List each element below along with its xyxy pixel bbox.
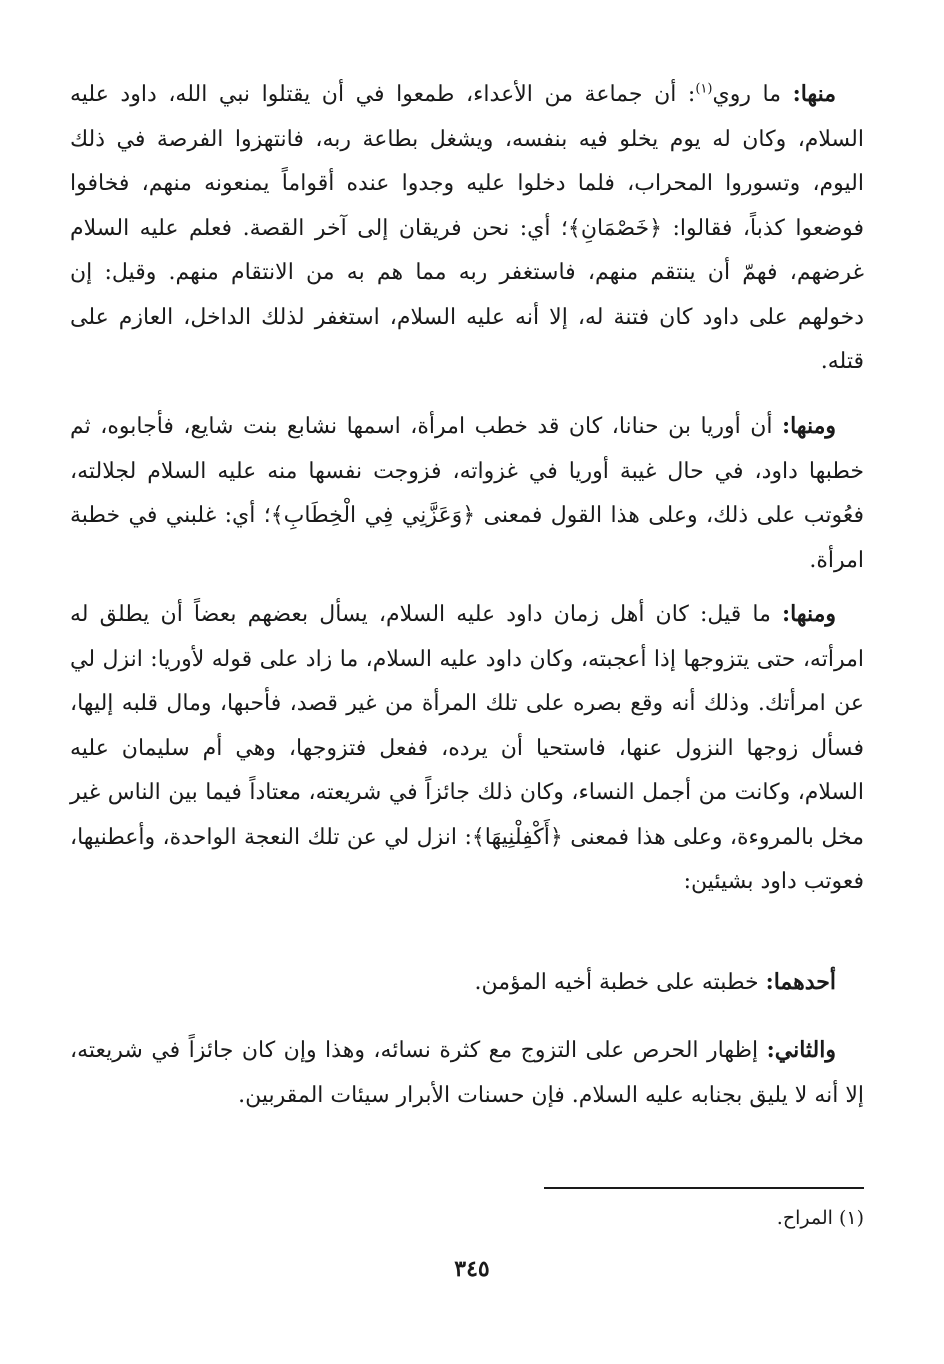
paragraph-5 (70, 1028, 864, 1118)
paragraph-2 (70, 404, 864, 583)
paragraph-text: أن أوريا بن حنانا، كان قد خطب امرأة، اسمها نشابع بنت شايع، فأجابوه، ثم خطبها داود، في حال غيبة أوريا في غزواته، فزوجت نفسها منه عليه السلام لجلالته، فعُوتب على ذلك، وعلى هذا القول فمعنى ﴿وَعَزَّنِي فِي الْخِطَابِ﴾؛ أي: غلبني في خطبة امرأة. (70, 414, 864, 573)
page-number: ٣٤٥ (454, 1256, 490, 1282)
paragraph-text: ما روي (712, 82, 793, 107)
paragraph-text: خطبته على خطبة أخيه المؤمن. (474, 970, 766, 995)
paragraph-lead: منها: (792, 81, 836, 107)
paragraph-lead: أحدهما: (765, 969, 836, 995)
footnote: (١) المراح. (776, 1207, 864, 1229)
paragraph-lead: ومنها: (781, 413, 836, 439)
paragraph-1 (70, 72, 864, 385)
footnote-divider (544, 1187, 864, 1189)
paragraph-lead: والثاني: (766, 1037, 836, 1063)
paragraph-4 (70, 960, 864, 1006)
footnote-marker[interactable]: (١) (695, 81, 713, 97)
paragraph-3 (70, 592, 864, 905)
paragraph-text: : أن جماعة من الأعداء، طمعوا في أن يقتلوا نبي الله، داود عليه السلام، وكان له يوم يخلو فيه بنفسه، ويشغل بطاعة ربه، فانتهزوا الفرصة في ذلك اليوم، وتسوروا المحراب، فلما دخلوا عليه وجدوا عنده أقواماً يمنعونه منهم، فخافوا فوضعوا كذباً، فقالوا: ﴿خَصْمَانِ﴾؛ أي: نحن فريقان إلى آخر القصة. فعلم عليه السلام غرضهم، فهمّ أن ينتقم منهم، فاستغفر ربه مما هم به من الانتقام منهم. وقيل: إن دخولهم على داود كان فتنة له، إلا أنه عليه السلام، استغفر لذلك الداخل، العازم على قتله. (70, 82, 864, 374)
paragraph-lead: ومنها: (781, 601, 836, 627)
paragraph-text: ما قيل: كان أهل زمان داود عليه السلام، يسأل بعضهم بعضاً أن يطلق له امرأته، حتى يتزوجها إذا أعجبته، وكان داود عليه السلام، ما زاد على قوله لأوريا: انزل لي عن امرأتك. وذلك أنه وقع بصره على تلك المرأة من غير قصد، فأحبها، ومال قلبه إليها، فسأل زوجها النزول عنها، فاستحيا أن يرده، ففعل فتزوجها، وهي أم سليمان عليه السلام، وكانت من أجمل النساء، وكان ذلك جائزاً في شريعته، معتاداً فيما بين الناس غير مخل بالمروءة، وعلى هذا فمعنى ﴿أَكْفِلْنِيهَا﴾: انزل لي عن تلك النعجة الواحدة، وأعطنيها، فعوتب داود بشيئين: (70, 602, 864, 894)
paragraph-text: إظهار الحرص على التزوج مع كثرة نسائه، وهذا وإن كان جائزاً في شريعته، إلا أنه لا يليق بجنابه عليه السلام. فإن حسنات الأبرار سيئات المقربين. (70, 1038, 864, 1108)
